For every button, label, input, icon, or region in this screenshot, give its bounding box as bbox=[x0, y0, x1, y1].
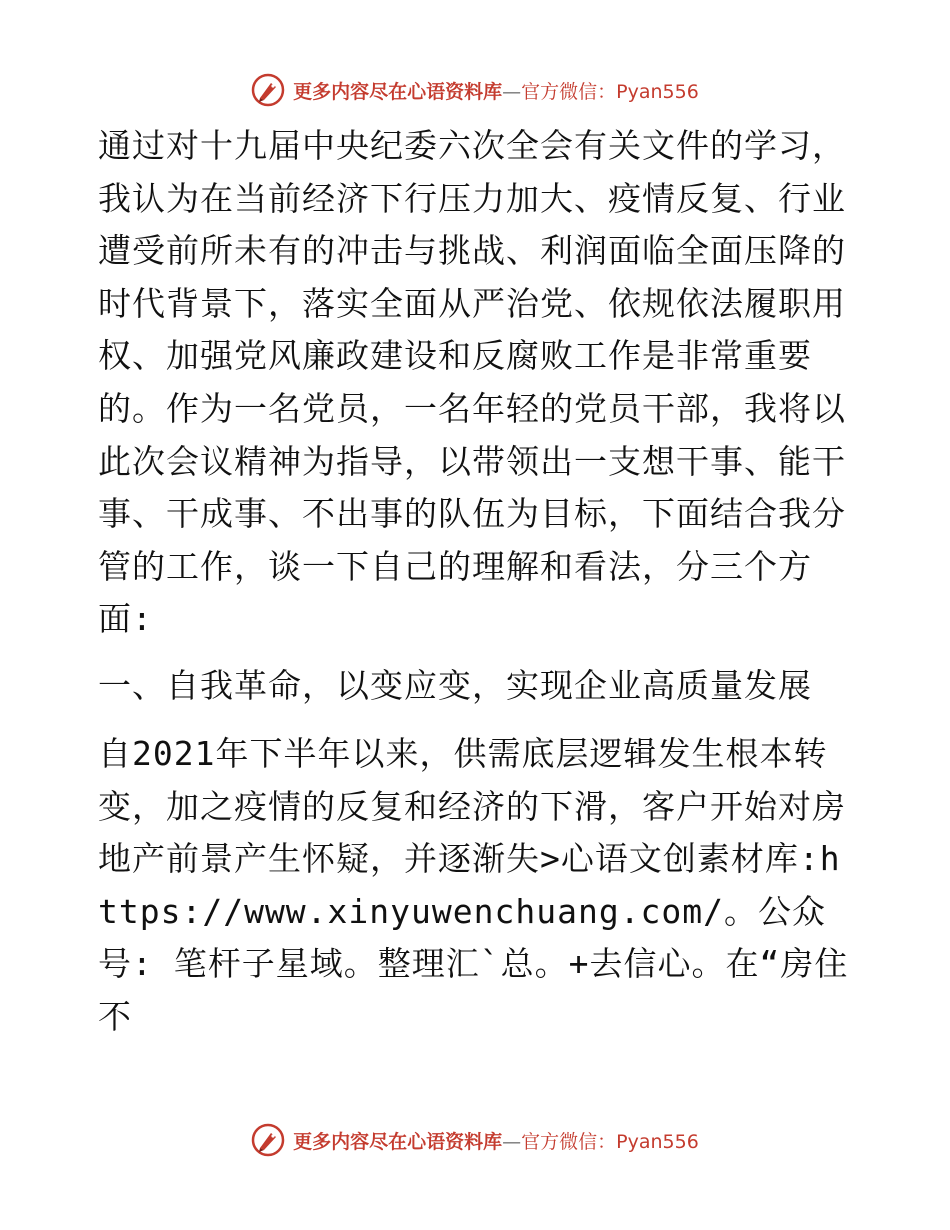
pen-nib-logo-icon bbox=[251, 73, 285, 107]
body-paragraph-2: 自2021年下半年以来，供需底层逻辑发生根本转变，加之疫情的反复和经济的下滑，客户开始对房地产前景产生怀疑，并逐渐失>心语文创素材库:https://www.xinyuwenchuang.com/。公众号: 笔杆子星域。整理汇`总。+去信心。在“房住不 bbox=[98, 733, 849, 1036]
banner-main-text: 更多内容尽在心语资料库 bbox=[293, 1130, 503, 1153]
banner-dash: — bbox=[502, 80, 522, 103]
pen-nib-logo-icon bbox=[251, 1123, 285, 1157]
footer-watermark-banner bbox=[0, 1120, 950, 1160]
header-watermark-banner bbox=[0, 70, 950, 110]
banner-sub-text: 官方微信：Pyan556 bbox=[521, 80, 699, 103]
banner-main-text: 更多内容尽在心语资料库 bbox=[293, 80, 503, 103]
section-heading-1: 一、自我革命，以变应变，实现企业高质量发展 bbox=[98, 665, 812, 705]
banner-dash: — bbox=[502, 1130, 522, 1153]
banner-sub-text: 官方微信：Pyan556 bbox=[521, 1130, 699, 1153]
document-body bbox=[98, 120, 858, 1044]
body-paragraph-1: 通过对十九届中央纪委六次全会有关文件的学习，我认为在当前经济下行压力加大、疫情反复、行业遭受前所未有的冲击与挑战、利润面临全面压降的时代背景下，落实全面从严治党、依规依法履职用权、加强党风廉政建设和反腐败工作是非常重要的。作为一名党员，一名年轻的党员干部，我将以此次会议精神为指导，以带领出一支想干事、能干事、干成事、不出事的队伍为目标，下面结合我分管的工作，谈一下自己的理解和看法，分三个方面: bbox=[98, 126, 846, 639]
